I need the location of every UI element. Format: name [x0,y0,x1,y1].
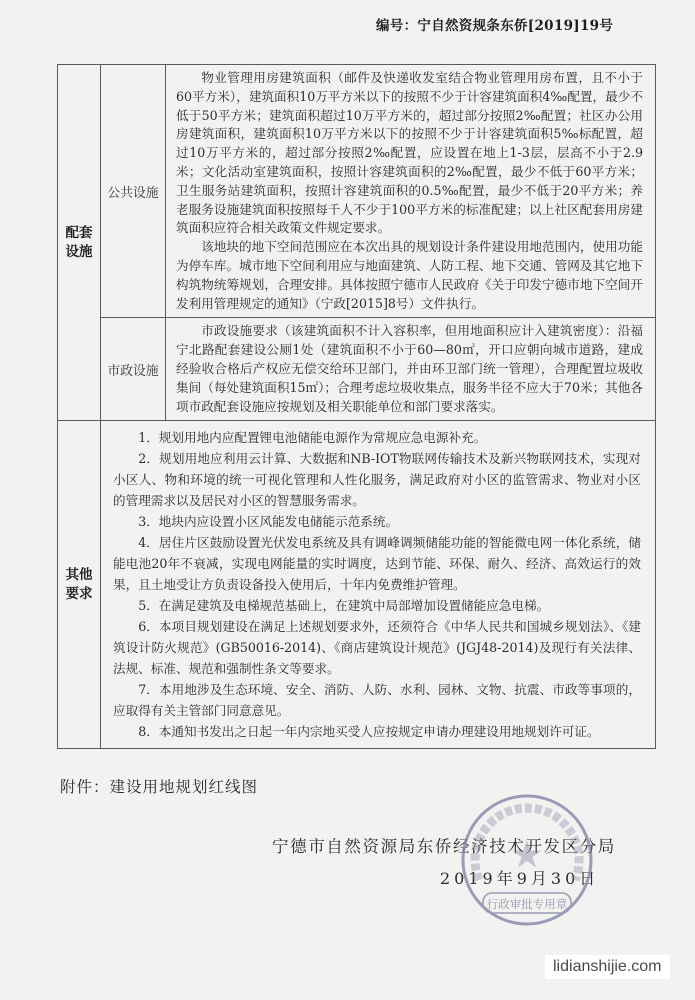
seal-star-icon [513,840,542,868]
other-requirements-cell [58,421,101,749]
other-requirements-label: 其他要求 [65,566,93,602]
municipal-facilities-row [58,318,656,421]
seal-band-text: 行政审批专用章 [486,897,568,911]
other-requirements-content [101,421,656,749]
paragraph: 物业管理用房建筑面积（邮件及快递收发室结合物业管理用房布置，且不小于60平方米），建筑面积10万平方米以下的按照不少于计容建筑面积4‰配置，最少不低于50平方米；建筑面积超过10万平方米的，超过部分按照2‰配置；社区办公用房建筑面积，建筑面积10万平方米以下的按照不少于计容建筑面积5‰标配置，超过10万平方米的，超过部分按照2‰配置，应设置在地上1-3层，层高不小于2.9米；文化活动室建筑面积，按照计容建筑面积的2‰配置，最少不低于60平方米；卫生服务站建筑面积，按照计容建筑面积的0.5‰配置，最少不低于20平方米；养老服务设施建筑面积按照每千人不少于100平方米的标准配建；以上社区配套用房建筑面积应符合相关政策文件规定要求。 [176,70,643,236]
municipal-facilities-label: 市政设施 [107,363,159,379]
requirement-item: 5．在满足建筑及电梯规范基础上，在建筑中局部增加设置储能应急电梯。 [138,598,550,614]
supporting-facilities-cell [58,65,101,421]
public-facilities-label-cell [101,65,166,318]
paragraph: 该地块的地下空间范围应在本次出具的规划设计条件建设用地范围内，使用功能为停车库。城市地下空间利用应与地面建筑、人防工程、地下交通、管网及其它地下构筑物统筹规划，合理安排。具体按照宁德市人民政府《关于印发宁德市地下空间开发利用管理规定的通知》（宁政[2015]8号）文件执行。 [176,239,643,311]
site-watermark: lidianshijie.com [545,955,670,979]
issue-date: 2019年9月30日 [440,869,600,888]
supporting-facilities-label: 配套设施 [65,224,93,260]
public-facilities-row [58,65,656,318]
official-seal [457,790,597,930]
requirement-item: 6．本项目规划建设在满足上述规划要求外，还须符合《中华人民共和国城乡规划法》、《建筑设计防火规范》(GB50016-2014)、《商店建筑设计规范》(JGJ48-2014)及现行有关法律、法规、标准、规范和强制性条文等要求。 [113,619,641,677]
other-requirements-row [58,421,656,749]
municipal-facilities-content [166,318,656,421]
doc-number: 编号：宁自然资规条东侨[2019]19号 [376,18,614,34]
paragraph: 市政设施要求（该建筑面积不计入容积率，但用地面积应计入建筑密度）：沿福宁北路配套建设公厕1处（建筑面积不小于60—80㎡，开口应朝向城市道路，建成经验收合格后产权应无偿交给环卫部门，并由环卫部门统一管理），合理配置垃圾收集间（每处建筑面积15㎡）；合理考虑垃圾收集点，服务半径不应大于70米；其他各项市政配套设施应按规划及相关职能单位和部门要求落实。 [176,323,643,414]
public-facilities-label: 公共设施 [107,185,159,201]
requirement-item: 3．地块内应设置小区风能发电储能示范系统。 [138,514,399,530]
planning-conditions-table [57,64,656,749]
requirement-item: 4．居住片区鼓励设置光伏发电系统及具有调峰调频储能功能的智能微电网一体化系统，储能电池20年不衰减，实现电网能量的实时调度，达到节能、环保、耐久、经济、高效运行的效果，且土地受让方负责设备投入使用后，十年内免费维护管理。 [113,535,641,593]
issuer-name: 宁德市自然资源局东侨经济技术开发区分局 [272,837,616,856]
requirement-item: 1．规划用地内应配置锂电池储能电源作为常规应急电源补充。 [138,430,487,446]
requirement-item: 7．本用地涉及生态环境、安全、消防、人防、水利、园林、文物、抗震、市政等事项的，应取得有关主管部门同意意见。 [113,682,641,719]
requirement-item: 8．本通知书发出之日起一年内宗地买受人应按规定申请办理建设用地规划许可证。 [138,724,600,740]
municipal-facilities-label-cell [101,318,166,421]
public-facilities-content [166,65,656,318]
requirement-item: 2．规划用地应利用云计算、大数据和NB-IOT物联网传输技术及新兴物联网技术，实现对小区人、物和环境的统一可视化管理和人性化服务，满足政府对小区的监管需求、物业对小区的管理需求以及居民对小区的智慧服务需求。 [113,451,641,509]
attachment-note: 附件：建设用地规划红线图 [60,778,259,796]
